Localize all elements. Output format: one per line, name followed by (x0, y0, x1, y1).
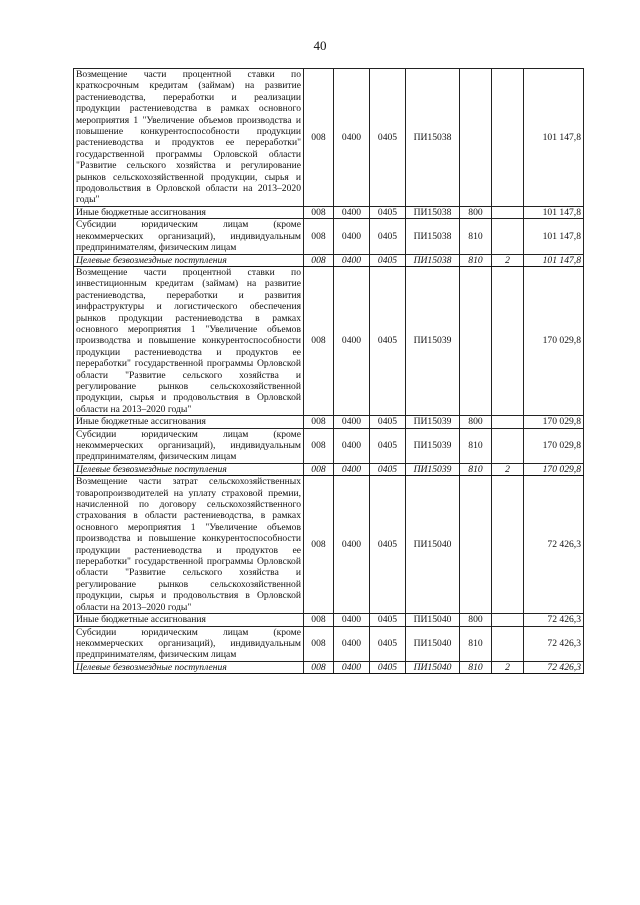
table-row (74, 69, 584, 207)
amount-cell: 170 029,8 (524, 463, 584, 475)
table-row (74, 206, 584, 218)
expense-type-cell: 810 (460, 219, 492, 254)
amount-cell: 72 426,3 (524, 661, 584, 673)
section-cell: 0400 (334, 254, 370, 266)
source-cell: 2 (492, 661, 524, 673)
target-article-cell: ПИ15039 (406, 416, 460, 428)
description-cell: Целевые безвозмездные поступления (74, 463, 304, 475)
amount-cell: 170 029,8 (524, 416, 584, 428)
section-cell: 0400 (334, 463, 370, 475)
source-cell (492, 428, 524, 463)
grbs-cell: 008 (304, 476, 334, 614)
grbs-cell: 008 (304, 416, 334, 428)
subsection-cell: 0405 (370, 254, 406, 266)
section-cell: 0400 (334, 661, 370, 673)
amount-cell: 101 147,8 (524, 69, 584, 207)
amount-cell: 72 426,3 (524, 626, 584, 661)
source-cell (492, 476, 524, 614)
table-row (74, 626, 584, 661)
target-article-cell: ПИ15039 (406, 463, 460, 475)
description-cell: Возмещение части процентной ставки по краткосрочным кредитам (займам) на развитие растениеводства, переработки и реализации продукции растениеводства в рамках основного мероприятия 1 "Увеличение объемов производства и повышение конкурентоспособности продукции растениеводства и продуктов ее переработки" государственной программы Орловской области "Развитие сельского хозяйства и регулирование рынков сельскохозяйственной продукции, сырья и продовольствия в Орловской области на 2013–2020 годы" (74, 69, 304, 207)
grbs-cell: 008 (304, 428, 334, 463)
subsection-cell: 0405 (370, 416, 406, 428)
section-cell: 0400 (334, 69, 370, 207)
source-cell (492, 614, 524, 626)
section-cell: 0400 (334, 428, 370, 463)
expense-type-cell: 810 (460, 463, 492, 475)
amount-cell: 101 147,8 (524, 206, 584, 218)
section-cell: 0400 (334, 476, 370, 614)
expense-type-cell: 800 (460, 416, 492, 428)
amount-cell: 72 426,3 (524, 614, 584, 626)
grbs-cell: 008 (304, 254, 334, 266)
description-cell: Субсидии юридическим лицам (кроме некоммерческих организаций), индивидуальным предпринимателям, физическим лицам (74, 428, 304, 463)
target-article-cell: ПИ15038 (406, 206, 460, 218)
grbs-cell: 008 (304, 266, 334, 415)
page-number: 40 (313, 38, 327, 53)
source-cell (492, 69, 524, 207)
expense-type-cell: 810 (460, 626, 492, 661)
section-cell: 0400 (334, 614, 370, 626)
table-row (74, 219, 584, 254)
source-cell: 2 (492, 463, 524, 475)
source-cell (492, 416, 524, 428)
grbs-cell: 008 (304, 614, 334, 626)
section-cell: 0400 (334, 219, 370, 254)
subsection-cell: 0405 (370, 69, 406, 207)
grbs-cell: 008 (304, 626, 334, 661)
expense-type-cell: 810 (460, 254, 492, 266)
table-row (74, 266, 584, 415)
amount-cell: 101 147,8 (524, 219, 584, 254)
source-cell (492, 219, 524, 254)
source-cell (492, 626, 524, 661)
subsection-cell: 0405 (370, 463, 406, 475)
target-article-cell: ПИ15038 (406, 69, 460, 207)
subsection-cell: 0405 (370, 626, 406, 661)
subsection-cell: 0405 (370, 206, 406, 218)
subsection-cell: 0405 (370, 614, 406, 626)
subsection-cell: 0405 (370, 661, 406, 673)
amount-cell: 101 147,8 (524, 254, 584, 266)
target-article-cell: ПИ15038 (406, 254, 460, 266)
description-cell: Субсидии юридическим лицам (кроме некоммерческих организаций), индивидуальным предпринимателям, физическим лицам (74, 219, 304, 254)
amount-cell: 170 029,8 (524, 266, 584, 415)
target-article-cell: ПИ15038 (406, 219, 460, 254)
table-row (74, 476, 584, 614)
table-row (74, 463, 584, 475)
budget-table (73, 68, 584, 674)
expense-type-cell: 800 (460, 614, 492, 626)
table-row (74, 428, 584, 463)
target-article-cell: ПИ15040 (406, 661, 460, 673)
target-article-cell: ПИ15039 (406, 428, 460, 463)
description-cell: Иные бюджетные ассигнования (74, 614, 304, 626)
grbs-cell: 008 (304, 219, 334, 254)
description-cell: Возмещение части затрат сельскохозяйственных товаропроизводителей на уплату страховой премии, начисленной по договору сельскохозяйственного страхования в области растениеводства, в рамках основного мероприятия 1 "Увеличение объемов производства и повышение конкурентоспособности продукции растениеводства и продуктов ее переработки" государственной программы Орловской области "Развитие сельского хозяйства и регулирование рынков сельскохозяйственной продукции, сырья и продовольствия в Орловской области на 2013–2020 годы" (74, 476, 304, 614)
table-row (74, 614, 584, 626)
source-cell: 2 (492, 254, 524, 266)
amount-cell: 72 426,3 (524, 476, 584, 614)
expense-type-cell (460, 266, 492, 415)
subsection-cell: 0405 (370, 266, 406, 415)
description-cell: Целевые безвозмездные поступления (74, 661, 304, 673)
grbs-cell: 008 (304, 69, 334, 207)
expense-type-cell: 800 (460, 206, 492, 218)
section-cell: 0400 (334, 206, 370, 218)
grbs-cell: 008 (304, 463, 334, 475)
subsection-cell: 0405 (370, 219, 406, 254)
target-article-cell: ПИ15040 (406, 476, 460, 614)
description-cell: Субсидии юридическим лицам (кроме некоммерческих организаций), индивидуальным предпринимателям, физическим лицам (74, 626, 304, 661)
table-row (74, 416, 584, 428)
grbs-cell: 008 (304, 661, 334, 673)
section-cell: 0400 (334, 266, 370, 415)
source-cell (492, 206, 524, 218)
table-row (74, 661, 584, 673)
expense-type-cell (460, 476, 492, 614)
section-cell: 0400 (334, 626, 370, 661)
target-article-cell: ПИ15039 (406, 266, 460, 415)
description-cell: Возмещение части процентной ставки по инвестиционным кредитам (займам) на развитие растениеводства, переработки и развития инфраструктуры и логистического обеспечения рынков продукции растениеводства в рамках основного мероприятия 1 "Увеличение объемов производства и повышение конкурентоспособности продукции растениеводства и продуктов ее переработки" государственной программы Орловской области "Развитие сельского хозяйства и регулирование рынков сельскохозяйственной продукции, сырья и продовольствия в Орловской области на 2013–2020 годы" (74, 266, 304, 415)
table-row (74, 254, 584, 266)
target-article-cell: ПИ15040 (406, 614, 460, 626)
target-article-cell: ПИ15040 (406, 626, 460, 661)
expense-type-cell: 810 (460, 661, 492, 673)
description-cell: Целевые безвозмездные поступления (74, 254, 304, 266)
description-cell: Иные бюджетные ассигнования (74, 416, 304, 428)
expense-type-cell (460, 69, 492, 207)
grbs-cell: 008 (304, 206, 334, 218)
source-cell (492, 266, 524, 415)
subsection-cell: 0405 (370, 428, 406, 463)
subsection-cell: 0405 (370, 476, 406, 614)
expense-type-cell: 810 (460, 428, 492, 463)
table-body (74, 69, 584, 674)
section-cell: 0400 (334, 416, 370, 428)
description-cell: Иные бюджетные ассигнования (74, 206, 304, 218)
amount-cell: 170 029,8 (524, 428, 584, 463)
